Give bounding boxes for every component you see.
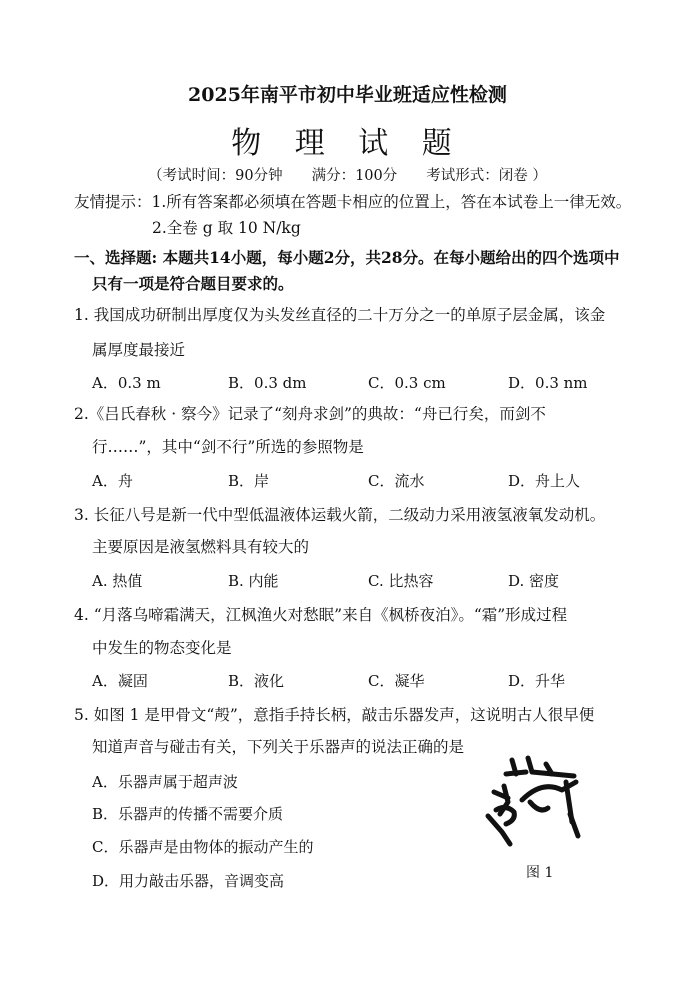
- question-1-line-2: 属厚度最接近: [92, 341, 186, 359]
- question-5-option-b: B．乐器声的传播不需要介质: [92, 805, 284, 823]
- question-2-option-b: B．岸: [228, 472, 270, 490]
- section-heading-2: 只有一项是符合题目要求的。: [92, 274, 294, 293]
- question-2-option-c: C．流水: [368, 472, 425, 490]
- question-4-option-b: B．液化: [228, 672, 285, 690]
- question-1-option-b: B．0.3 dm: [228, 374, 307, 392]
- question-1-option-c: C．0.3 cm: [368, 374, 446, 392]
- subject-title: 物 理 试 题: [231, 126, 464, 161]
- question-5-option-d: D．用力敲击乐器，音调变高: [92, 872, 285, 890]
- oracle-bone-character-icon: [482, 752, 602, 847]
- question-1-line-1: 1. 我国成功研制出厚度仅为头发丝直径的二十万分之一的单原子层金属，该金: [74, 306, 606, 324]
- exam-title: 2025年南平市初中毕业班适应性检测: [188, 84, 507, 106]
- question-4-line-1: 4. “月落乌啼霜满天，江枫渔火对愁眠”来自《枫桥夜泊》。“霜”形成过程: [74, 606, 568, 624]
- question-1-option-a: A．0.3 m: [92, 374, 161, 392]
- figure-caption: 图 1: [526, 865, 554, 881]
- question-4-line-2: 中发生的物态变化是: [92, 639, 232, 657]
- question-5-option-c: C．乐器声是由物体的振动产生的: [92, 838, 314, 856]
- question-5-line-1: 5. 如图 1 是甲骨文“殸”，意指手持长柄，敲击乐器发声，这说明古人很早便: [74, 706, 595, 724]
- question-3-option-c: C. 比热容: [368, 572, 434, 590]
- question-5-line-2: 知道声音与碰击有关，下列关于乐器声的说法正确的是: [92, 738, 465, 756]
- notice-line-2: 2.全卷 g 取 10 N/kg: [152, 219, 301, 237]
- question-4-option-d: D．升华: [508, 672, 566, 690]
- notice-line-1: 友情提示：1.所有答案都必须填在答题卡相应的位置上，答在本试卷上一律无效。: [74, 193, 632, 211]
- question-3-option-a: A. 热值: [92, 572, 143, 590]
- question-4-option-a: A．凝固: [92, 672, 148, 690]
- question-5-option-a: A．乐器声属于超声波: [92, 773, 238, 791]
- question-3-option-b: B. 内能: [228, 572, 279, 590]
- question-4-option-c: C．凝华: [368, 672, 425, 690]
- question-1-option-d: D．0.3 nm: [508, 374, 588, 392]
- question-3-option-d: D. 密度: [508, 572, 560, 590]
- question-2-option-d: D．舟上人: [508, 472, 581, 490]
- exam-meta: （考试时间：90分钟 满分：100分 考试形式：闭卷 ）: [148, 168, 547, 184]
- question-2-option-a: A．舟: [92, 472, 133, 490]
- question-2-line-1: 2.《吕氏春秋 · 察今》记录了“刻舟求剑”的典故：“舟已行矣，而剑不: [74, 405, 546, 423]
- section-heading-1: 一、选择题: 本题共14小题，每小题2分，共28分。在每小题给出的四个选项中: [74, 248, 620, 267]
- question-3-line-1: 3. 长征八号是新一代中型低温液体运载火箭，二级动力采用液氢液氧发动机。: [74, 506, 606, 524]
- question-2-line-2: 行……”，其中“剑不行”所选的参照物是: [92, 438, 364, 456]
- question-3-line-2: 主要原因是液氢燃料具有较大的: [92, 538, 310, 556]
